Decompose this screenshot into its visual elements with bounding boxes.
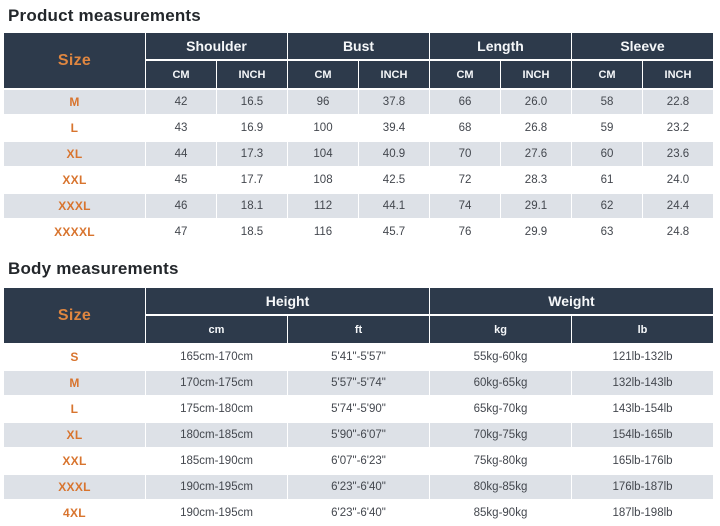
table-cell: 16.9 [217, 116, 287, 140]
group-header-height: Height [146, 288, 429, 314]
table-cell: 40.9 [359, 142, 429, 166]
subheader-cm: CM [146, 61, 216, 88]
body-measurements-title: Body measurements [8, 259, 179, 278]
table-cell: 27.6 [501, 142, 571, 166]
size-label: XXXL [4, 194, 145, 218]
table-cell: 44 [146, 142, 216, 166]
table-cell: 76 [430, 220, 500, 244]
table-cell: 43 [146, 116, 216, 140]
body-measurements-table [4, 288, 713, 525]
table-cell: 100 [288, 116, 358, 140]
table-cell: 45 [146, 168, 216, 192]
group-header-sleeve: Sleeve [572, 33, 713, 59]
table-cell: 175cm-180cm [146, 397, 287, 421]
size-label: XXXXL [4, 220, 145, 244]
table-cell: 72 [430, 168, 500, 192]
table-cell: 116 [288, 220, 358, 244]
size-label: L [4, 116, 145, 140]
table-cell: 190cm-195cm [146, 475, 287, 499]
table-cell: 47 [146, 220, 216, 244]
table-cell: 23.2 [643, 116, 713, 140]
product-measurements-table [4, 33, 713, 244]
table-cell: 176lb-187lb [572, 475, 713, 499]
table-cell: 121lb-132lb [572, 345, 713, 369]
table-cell: 17.7 [217, 168, 287, 192]
size-column-header: Size [4, 288, 145, 343]
table-cell: 75kg-80kg [430, 449, 571, 473]
subheader-cm: CM [288, 61, 358, 88]
table-cell: 70kg-75kg [430, 423, 571, 447]
size-label: XXL [4, 168, 145, 192]
table-cell: 26.8 [501, 116, 571, 140]
table-cell: 16.5 [217, 90, 287, 114]
table-cell: 170cm-175cm [146, 371, 287, 395]
table-cell: 44.1 [359, 194, 429, 218]
table-cell: 5'41"-5'57" [288, 345, 429, 369]
table-cell: 190cm-195cm [146, 501, 287, 525]
subheader-cm: cm [146, 316, 287, 343]
table-cell: 24.0 [643, 168, 713, 192]
subheader-inch: INCH [501, 61, 571, 88]
group-header-bust: Bust [288, 33, 429, 59]
table-cell: 112 [288, 194, 358, 218]
subheader-lb: lb [572, 316, 713, 343]
table-cell: 17.3 [217, 142, 287, 166]
table-cell: 5'57"-5'74" [288, 371, 429, 395]
table-cell: 39.4 [359, 116, 429, 140]
subheader-cm: CM [430, 61, 500, 88]
table-cell: 165lb-176lb [572, 449, 713, 473]
subheader-inch: INCH [359, 61, 429, 88]
size-label: M [4, 371, 145, 395]
table-cell: 185cm-190cm [146, 449, 287, 473]
size-label: XL [4, 423, 145, 447]
table-cell: 6'23"-6'40" [288, 501, 429, 525]
table-cell: 23.6 [643, 142, 713, 166]
table-cell: 58 [572, 90, 642, 114]
table-cell: 28.3 [501, 168, 571, 192]
table-cell: 18.1 [217, 194, 287, 218]
subheader-kg: kg [430, 316, 571, 343]
table-cell: 187lb-198lb [572, 501, 713, 525]
size-label: XXXL [4, 475, 145, 499]
table-cell: 80kg-85kg [430, 475, 571, 499]
subheader-inch: INCH [217, 61, 287, 88]
table-cell: 6'23"-6'40" [288, 475, 429, 499]
table-cell: 74 [430, 194, 500, 218]
table-cell: 61 [572, 168, 642, 192]
table-cell: 45.7 [359, 220, 429, 244]
table-cell: 180cm-185cm [146, 423, 287, 447]
size-label: 4XL [4, 501, 145, 525]
product-measurements-title: Product measurements [8, 6, 201, 25]
table-cell: 26.0 [501, 90, 571, 114]
table-cell: 42.5 [359, 168, 429, 192]
table-cell: 22.8 [643, 90, 713, 114]
size-label: XXL [4, 449, 145, 473]
table-cell: 132lb-143lb [572, 371, 713, 395]
table-cell: 46 [146, 194, 216, 218]
table-cell: 29.1 [501, 194, 571, 218]
table-cell: 24.4 [643, 194, 713, 218]
group-header-weight: Weight [430, 288, 713, 314]
table-cell: 108 [288, 168, 358, 192]
table-cell: 5'90"-6'07" [288, 423, 429, 447]
table-cell: 154lb-165lb [572, 423, 713, 447]
table-cell: 66 [430, 90, 500, 114]
table-cell: 65kg-70kg [430, 397, 571, 421]
table-cell: 96 [288, 90, 358, 114]
table-cell: 60 [572, 142, 642, 166]
table-cell: 59 [572, 116, 642, 140]
table-cell: 68 [430, 116, 500, 140]
table-cell: 6'07"-6'23" [288, 449, 429, 473]
size-label: L [4, 397, 145, 421]
table-cell: 62 [572, 194, 642, 218]
table-cell: 24.8 [643, 220, 713, 244]
table-cell: 5'74"-5'90" [288, 397, 429, 421]
group-header-length: Length [430, 33, 571, 59]
subheader-cm: CM [572, 61, 642, 88]
group-header-shoulder: Shoulder [146, 33, 287, 59]
table-cell: 55kg-60kg [430, 345, 571, 369]
table-cell: 29.9 [501, 220, 571, 244]
table-cell: 37.8 [359, 90, 429, 114]
table-cell: 70 [430, 142, 500, 166]
table-cell: 18.5 [217, 220, 287, 244]
table-cell: 85kg-90kg [430, 501, 571, 525]
table-cell: 165cm-170cm [146, 345, 287, 369]
subheader-ft: ft [288, 316, 429, 343]
table-cell: 42 [146, 90, 216, 114]
table-cell: 60kg-65kg [430, 371, 571, 395]
size-label: XL [4, 142, 145, 166]
table-cell: 143lb-154lb [572, 397, 713, 421]
size-label: S [4, 345, 145, 369]
size-column-header: Size [4, 33, 145, 88]
table-cell: 104 [288, 142, 358, 166]
table-cell: 63 [572, 220, 642, 244]
size-label: M [4, 90, 145, 114]
subheader-inch: INCH [643, 61, 713, 88]
